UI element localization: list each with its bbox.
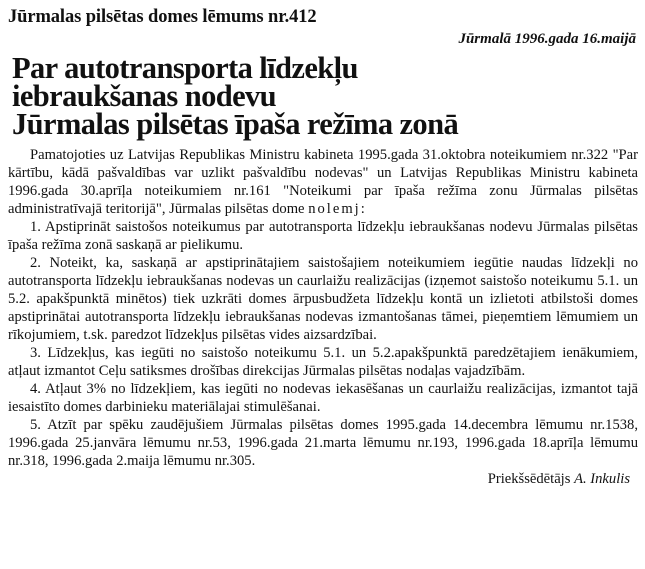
list-item: 5. Atzīt par spēku zaudējušiem Jūrmalas pilsētas domes 1995.gada 14.decembra lēmumu nr.1538, 1996.gada 25.janvāra lēmumu nr.53, 1996.gada 21.marta lēmumu nr.193, 1996.gada 18.aprīļa lēmumu nr.318, 1996.gada 2.maija lēmumu nr.305. — [8, 417, 638, 469]
document-body — [8, 146, 638, 488]
list-item: 2. Noteikt, ka, saskaņā ar apstiprinātajiem saistošajiem noteikumiem iegūtie naudas līdzekļi no autotransporta līdzekļu iebraukšanas nodevas un caurlaižu realizācijas (izņemot saistošo noteikumu 5.1. un 5.2. apakšpunktā minētos) tiek uzkrāti domes ārpusbudžeta līdzekļu kontā un izlietoti atbilstoši domes apstiprinātai autotransporta līdzekļu iebraukšanas nodevas izmantošanas tāmei, pieņemtiem lēmumiem un rīkojumiem, t.sk. paredzot līdzekļus pilsētas vides aizsardzībai. — [8, 255, 638, 343]
preamble-colon: : — [360, 201, 365, 217]
place-date: Jūrmalā 1996.gada 16.maijā — [458, 31, 636, 47]
list-item: 4. Atļaut 3% no līdzekļiem, kas iegūti no nodevas iekasēšanas un caurlaižu realizācijas, izmantot tajā iesaistīto domes darbinieku materiālajai stimulēšanai. — [8, 381, 638, 415]
preamble-text: Pamatojoties uz Latvijas Republikas Ministru kabineta 1995.gada 31.oktobra noteikumiem nr.322 "Par kārtību, kādā pašvaldības var uzlikt pašvaldību nodevas" un Latvijas Republikas Ministru kabineta 1996.gada 30.aprīļa noteikumiem nr.161 "Noteikumi par īpaša režīma zonu Jūrmalas pilsētas administratīvajā teritorijā", Jūrmalas pilsētas dome — [8, 147, 638, 217]
signature-line — [8, 470, 630, 488]
document-title — [12, 51, 638, 141]
title-line-2: iebraukšanas nodevu — [12, 79, 277, 113]
title-line-1: Par autotransporta līdzekļu — [12, 51, 358, 85]
list-item: 3. Līdzekļus, kas iegūti no saistošo noteikumu 5.1. un 5.2.apakšpunktā paredzētajiem ienākumiem, atļaut izmantot Ceļu satiksmes drošības direkcijas Jūrmalas pilsētas nodaļas vajadzībām. — [8, 345, 638, 379]
title-line-3: Jūrmalas pilsētas īpaša režīma zonā — [12, 107, 459, 141]
document-page — [8, 6, 638, 488]
decision-header: Jūrmalas pilsētas domes lēmums nr.412 — [8, 7, 317, 27]
list-item: 1. Apstiprināt saistošos noteikumus par autotransporta līdzekļu iebraukšanas nodevu Jūrmalas pilsētas īpaša režīma zonā saskaņā ar pielikumu. — [8, 219, 638, 253]
signature-name: A. Inkulis — [574, 471, 630, 487]
preamble-paragraph — [8, 146, 638, 218]
decides-word: nolemj — [308, 201, 361, 217]
signature-role: Priekšsēdētājs — [487, 471, 571, 487]
